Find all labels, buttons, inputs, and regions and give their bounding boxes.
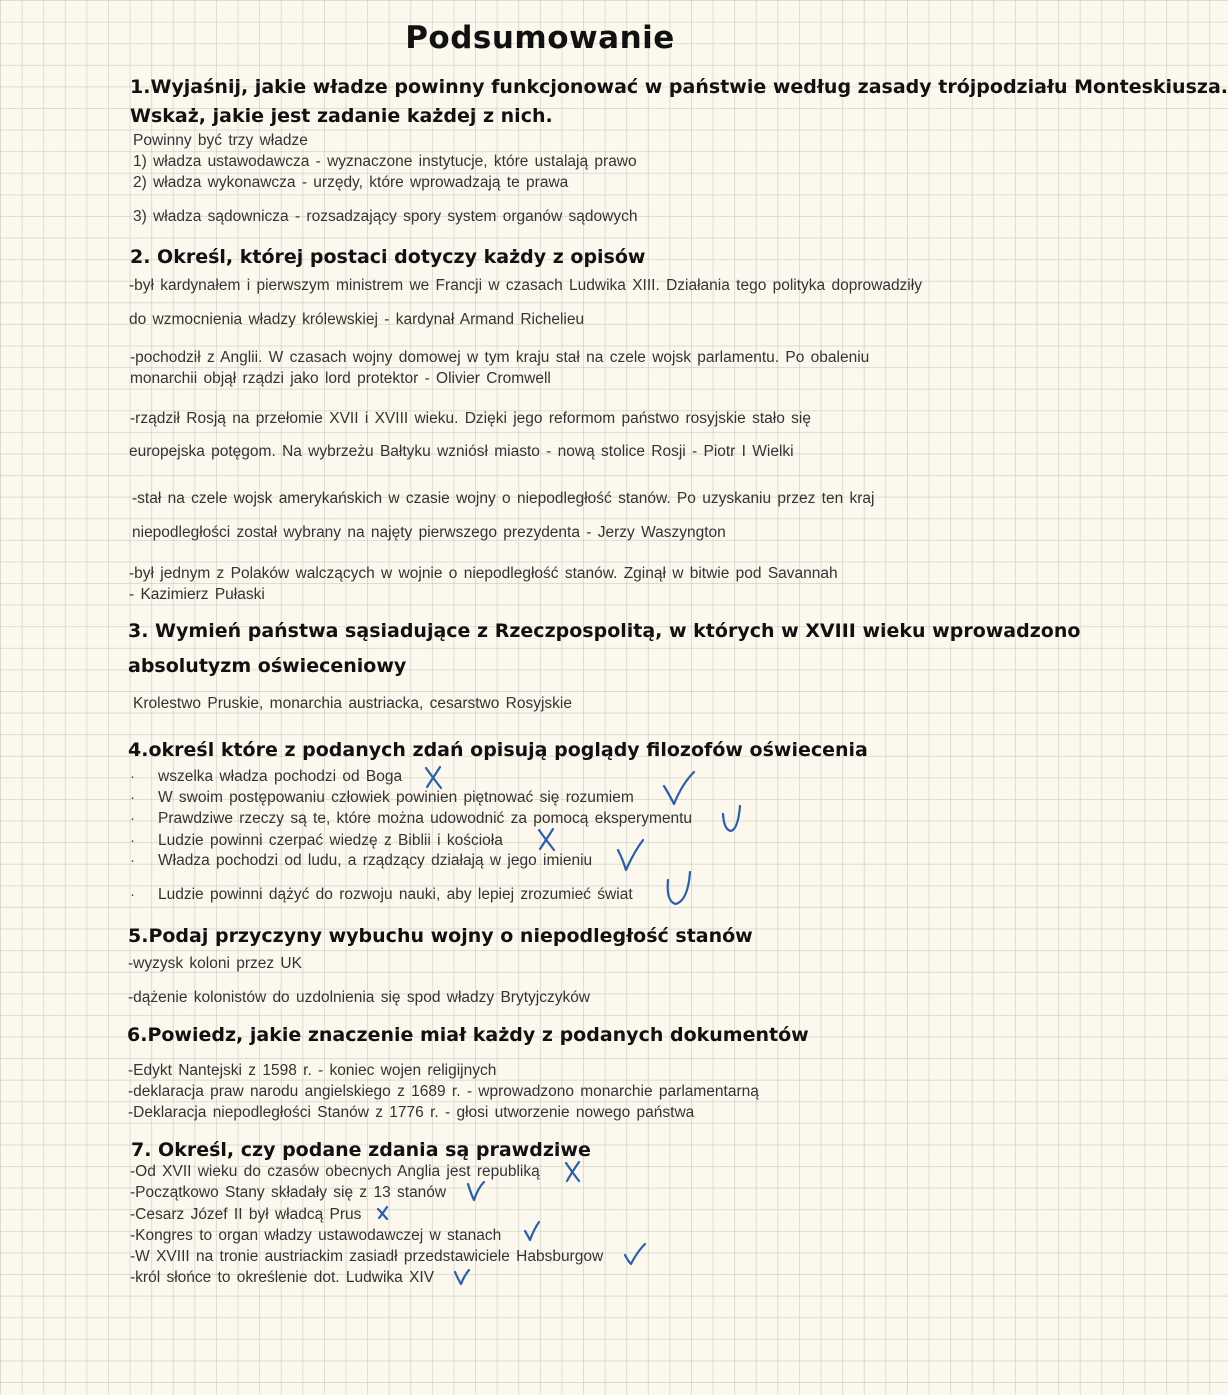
statement-3: Prawdziwe rzeczy są te, które można udowodnić za pomocą eksperymentu [158, 810, 693, 827]
answer-5-line: -wyzysk koloni przez UK [128, 955, 302, 972]
check-mark-icon [623, 1242, 647, 1266]
answer-2-line: do wzmocnienia władzy królewskiej - kardynał Armand Richelieu [129, 311, 585, 328]
cross-mark-icon [564, 1161, 582, 1183]
statement-1: wszelka władza pochodzi od Boga [158, 768, 403, 785]
check-mark-icon [664, 870, 694, 908]
answer-1-intro: Powinny być trzy władze [133, 132, 308, 149]
statement-6: Ludzie powinni dążyć do rozwoju nauki, aby lepiej zrozumieć świat [158, 886, 633, 903]
bullet: · [130, 789, 135, 806]
cross-mark-icon [376, 1205, 390, 1221]
statement-5: Władza pochodzi od ludu, a rządzący działają w jego imieniu [158, 852, 593, 869]
bullet: · [130, 852, 135, 869]
question-6: 6.Powiedz, jakie znaczenie miał każdy z podanych dokumentów [127, 1024, 809, 1046]
question-5: 5.Podaj przyczyny wybuchu wojny o niepodległość stanów [128, 925, 753, 947]
answer-2-line: niepodległości został wybrany na najęty pierwszego prezydenta - Jerzy Waszyngton [132, 524, 726, 541]
answer-6-line: -Deklaracja niepodległości Stanów z 1776 r. - głosi utworzenie nowego państwa [128, 1104, 695, 1121]
check-mark-icon [453, 1268, 471, 1286]
question-1-line-1: 1.Wyjaśnij, jakie władze powinny funkcjonować w państwie według zasady trójpodziału Monteskiusza. [130, 76, 1228, 98]
cross-mark-icon [424, 766, 444, 790]
statement-7-2: -Początkowo Stany składały się z 13 stanów [130, 1184, 447, 1201]
answer-5-line: -dążenie kolonistów do uzdolnienia się spod władzy Brytyjczyków [128, 989, 591, 1006]
answer-1-item-1: 1) władza ustawodawcza - wyznaczone instytucje, które ustalają prawo [133, 153, 637, 170]
answer-2-line: europejska potęgom. Na wybrzeżu Bałtyku wzniósł miasto - nową stolice Rosji - Piotr I Wielki [129, 443, 794, 460]
answer-6-line: -Edykt Nantejski z 1598 r. - koniec wojen religijnych [128, 1062, 497, 1079]
answer-6-line: -deklaracja praw narodu angielskiego z 1689 r. - wprowadzono monarchie parlamentarną [128, 1083, 759, 1100]
question-1-line-2: Wskaż, jakie jest zadanie każdej z nich. [130, 105, 553, 127]
bullet: · [130, 768, 135, 785]
question-7: 7. Określ, czy podane zdania są prawdziwe [131, 1139, 591, 1161]
answer-2-line: -był kardynałem i pierwszym ministrem we Francji w czasach Ludwika XIII. Działania tego polityka doprowadziły [129, 277, 922, 294]
statement-7-3: -Cesarz Józef II był władcą Prus [130, 1206, 362, 1223]
bullet: · [130, 810, 135, 827]
answer-2-line: -stał na czele wojsk amerykańskich w czasie wojny o niepodległość stanów. Po uzyskaniu przez ten kraj [132, 490, 875, 507]
answer-2-line: - Kazimierz Pułaski [129, 586, 265, 603]
answer-2-line: -był jednym z Polaków walczących w wojnie o niepodległość stanów. Zginął w bitwie pod Savannah [129, 565, 838, 582]
answer-2-line: monarchii objął rządzi jako lord protektor - Olivier Cromwell [130, 370, 551, 387]
check-mark-icon [466, 1180, 486, 1202]
check-mark-icon [720, 802, 744, 834]
answer-1-item-2: 2) władza wykonawcza - urzędy, które wprowadzają te prawa [133, 174, 569, 191]
question-3-line-1: 3. Wymień państwa sąsiadujące z Rzeczpospolitą, w których w XVIII wieku wprowadzono [128, 620, 1081, 642]
statement-7-6: -król słońce to określenie dot. Ludwika XIV [130, 1269, 435, 1286]
answer-2-line: -rządził Rosją na przełomie XVII i XVIII wieku. Dzięki jego reformom państwo rosyjskie stało się [130, 410, 811, 427]
bullet: · [130, 886, 135, 903]
statement-4: Ludzie powinni czerpać wiedzę z Biblii i kościoła [158, 832, 503, 849]
cross-mark-icon [537, 828, 557, 852]
bullet: · [130, 832, 135, 849]
page-title: Podsumowanie [405, 20, 675, 56]
statement-2: W swoim postępowaniu człowiek powinien piętnować się rozumiem [158, 789, 634, 806]
answer-3: Krolestwo Pruskie, monarchia austriacka, cesarstwo Rosyjskie [133, 695, 572, 712]
statement-7-5: -W XVIII na tronie austriackim zasiadł przedstawiciele Habsburgow [130, 1248, 604, 1265]
answer-2-line: -pochodził z Anglii. W czasach wojny domowej w tym kraju stał na czele wojsk parlamentu. Po obaleniu [130, 349, 870, 366]
statement-7-4: -Kongres to organ władzy ustawodawczej w stanach [130, 1227, 502, 1244]
statement-7-1: -Od XVII wieku do czasów obecnych Anglia jest republiką [130, 1163, 540, 1180]
question-3-line-2: absolutyzm oświeceniowy [128, 655, 407, 677]
question-4: 4.określ które z podanych zdań opisują poglądy filozofów oświecenia [128, 739, 868, 761]
check-mark-icon [662, 770, 696, 806]
answer-1-item-3: 3) władza sądownicza - rozsadzający spory system organów sądowych [133, 208, 638, 225]
check-mark-icon [523, 1220, 541, 1242]
question-2: 2. Określ, której postaci dotyczy każdy z opisów [130, 246, 646, 268]
check-mark-icon [616, 838, 646, 872]
